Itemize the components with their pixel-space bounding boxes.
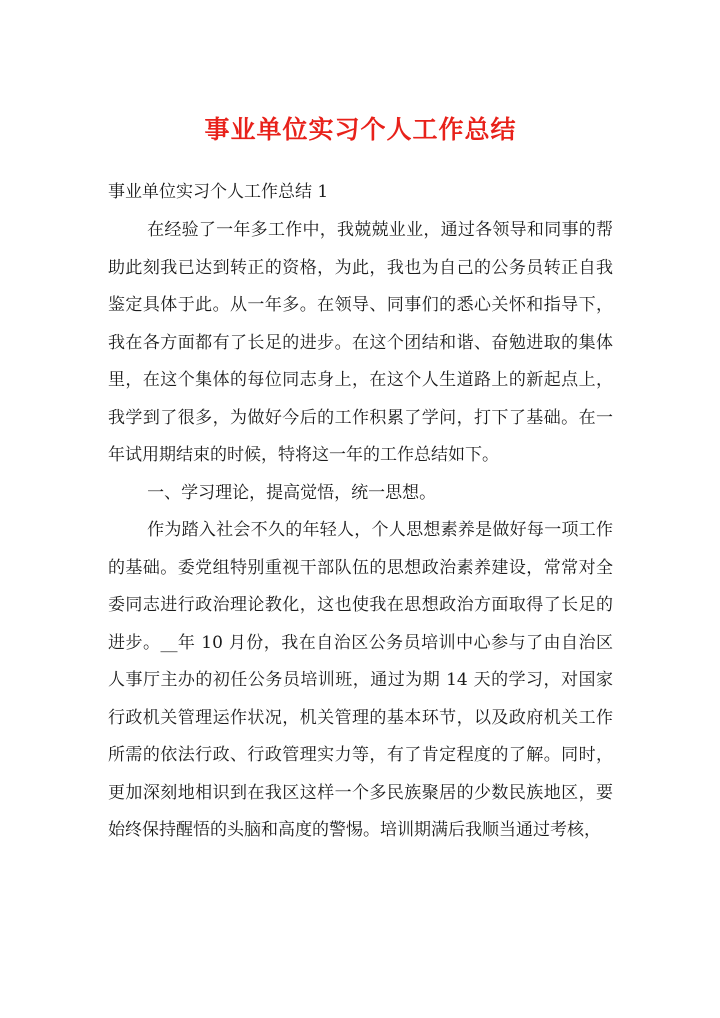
document-title: 事业单位实习个人工作总结 bbox=[204, 115, 517, 144]
paragraph-study: 作为踏入社会不久的年轻人，个人思想素养是做好每一项工作的基础。委党组特别重视干部队伍的思想政治素养建设，常常对全委同志进行政治理论教化，这也使我在思想政治方面取得了长足的进步。__年 10 月份，我在自治区公务员培训中心参与了由自治区人事厅主办的初任公务员培训班，通过为期 14 天的学习，对国家行政机关管理运作状况，机关管理的基本环节，以及政府机关工作所需的依法行政、行政管理实力等，有了肯定程度的了解。同时，更加深刻地相识到在我区这样一个多民族聚居的少数民族地区，要始终保持醒悟的头脑和高度的警惕。培训期满后我顺当通过考核， bbox=[108, 520, 613, 840]
document-body bbox=[108, 212, 613, 850]
paragraph-heading-one: 一、学习理论，提高觉悟，统一思想。 bbox=[147, 482, 437, 503]
paragraph-intro: 在经验了一年多工作中，我兢兢业业，通过各领导和同事的帮助此刻我已达到转正的资格，为此，我也为自己的公务员转正自我鉴定具体于此。从一年多。在领导、同事们的悉心关怀和指导下，我在各方面都有了长足的进步。在这个团结和谐、奋勉进取的集体里，在这个集体的每位同志身上，在这个人生道路上的新起点上，我学到了很多，为做好今后的工作积累了学问，打下了基础。在一年试用期结束的时候，特将这一年的工作总结如下。 bbox=[108, 220, 613, 465]
section-heading: 事业单位实习个人工作总结 1 bbox=[108, 182, 329, 202]
